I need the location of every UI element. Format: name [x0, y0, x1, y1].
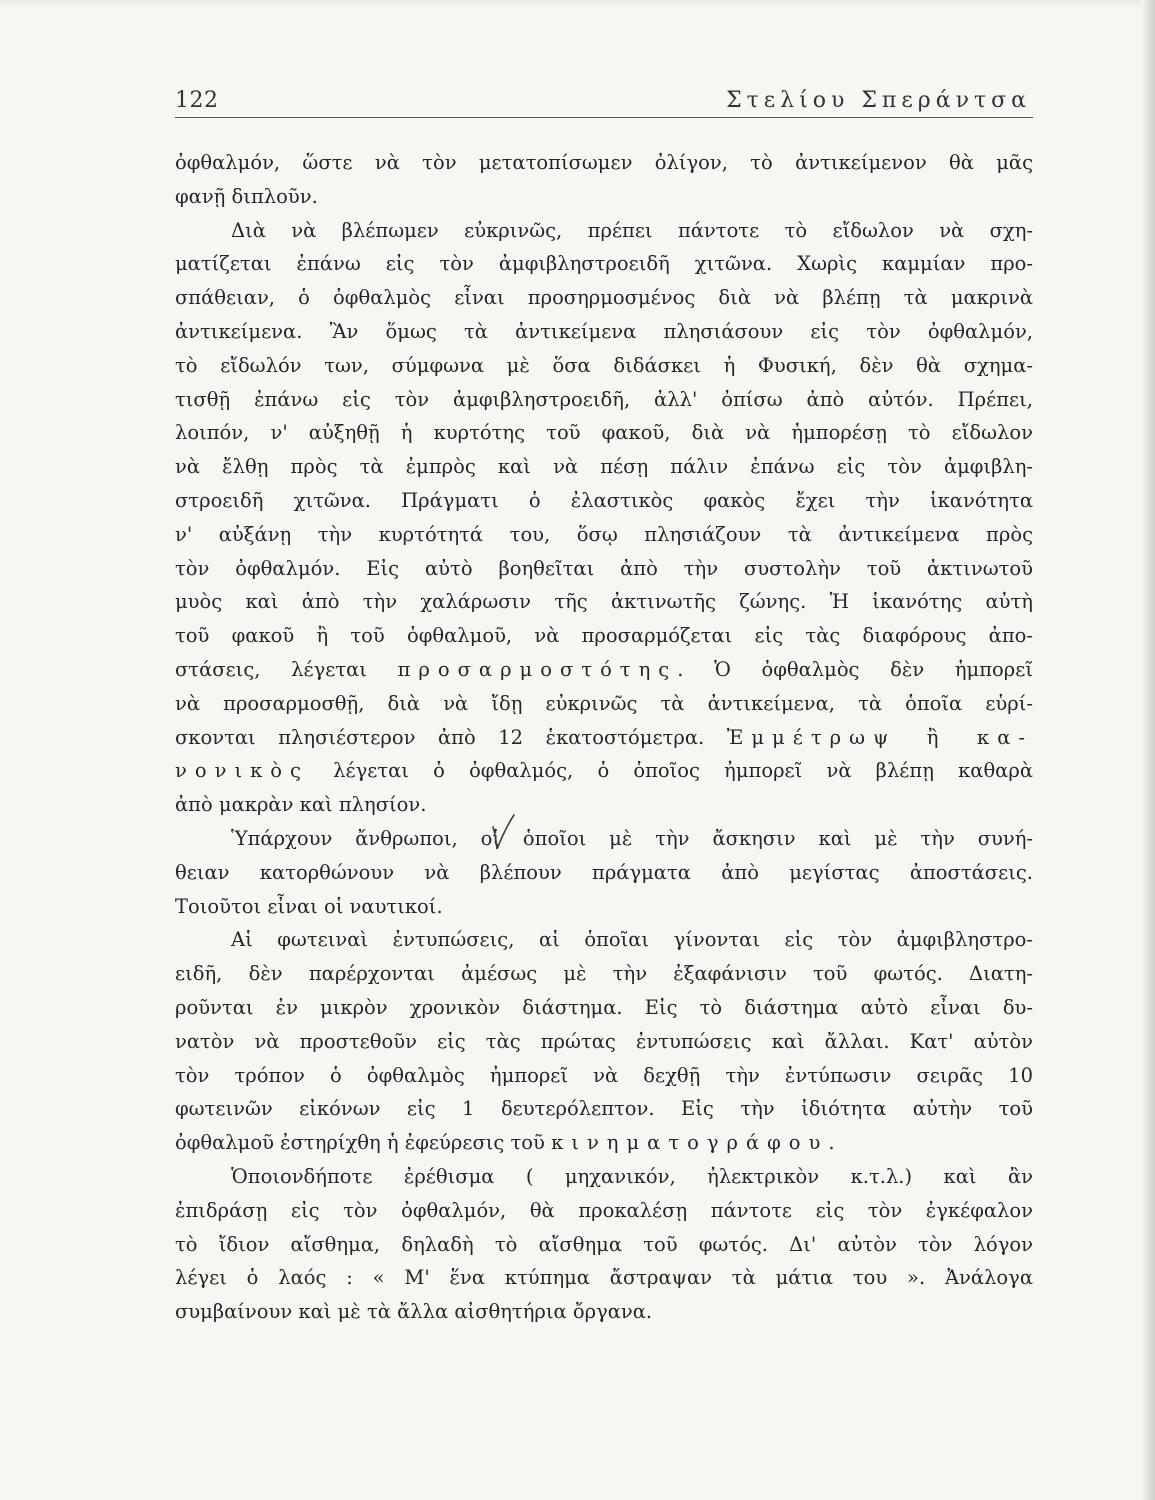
text-line: τισθῇ ἐπάνω εἰς τὸν ἀμφιβληστροειδῆ, ἀλλ' ὀπίσω ἀπὸ αὐτόν. Πρέπει, [175, 387, 1033, 411]
spaced-term: κινηματογράφου [551, 1131, 829, 1155]
text-line: θειαν κατορθώνουν νὰ βλέπουν πράγματα ἀπὸ μεγίστας ἀποστάσεις. [175, 860, 1033, 884]
text-line: τὸν τρόπον ὁ ὀφθαλμὸς ἠμπορεῖ νὰ δεχθῇ τὴν ἐντύπωσιν σειρᾶς 10 [175, 1063, 1033, 1087]
text-line: Ὑπάρχουν ἄνθρωποι, οἱ ὁποῖοι μὲ τὴν ἄσκησιν καὶ μὲ τὴν συνή- [231, 826, 1033, 850]
text-line [175, 721, 1033, 755]
text-line: λοιπόν, ν' αὐξηθῇ ἡ κυρτότης τοῦ φακοῦ, διὰ νὰ ἠμπορέσῃ τὸ εἴδωλον [175, 421, 1033, 445]
text-segment: σκονται πλησιέστερον ἀπὸ 12 ἑκατοστόμετρα. [175, 725, 727, 749]
text-line: ματίζεται ἐπάνω εἰς τὸν ἀμφιβληστροειδῆ χιτῶνα. Χωρὶς καμμίαν προ- [175, 252, 1033, 276]
text-line: τὸ ἴδιον αἴσθημα, δηλαδὴ τὸ αἴσθημα τοῦ φωτός. Δι' αὐτὸν τὸν λόγον [175, 1232, 1033, 1256]
text-line [175, 1126, 1033, 1160]
text-line: συμβαίνουν καὶ μὲ τὰ ἄλλα αἰσθητήρια ὄργανα. [175, 1300, 653, 1324]
text-line: φωτεινῶν εἰκόνων εἰς 1 δευτερόλεπτον. Εἰς τὴν ἰδιότητα αὐτὴν τοῦ [175, 1097, 1033, 1121]
page-header [175, 86, 1033, 122]
text-line: ὀφθαλμόν, ὥστε νὰ τὸν μετατοπίσωμεν ὀλίγον, τὸ ἀντικείμενον θὰ μᾶς [175, 151, 1033, 174]
body-text [175, 146, 1033, 1329]
text-line: νὰ προσαρμοσθῇ, διὰ νὰ ἴδῃ εὐκρινῶς τὰ ἀντικείμενα, τὰ ὁποῖα εὑρί- [175, 691, 1033, 715]
text-line: Τοιοῦτοι εἶναι οἱ ναυτικοί. [175, 894, 443, 918]
spaced-term: προσαρμοστότης [397, 657, 678, 681]
text-line: Αἱ φωτειναὶ ἐντυπώσεις, αἱ ὁποῖαι γίνονται εἰς τὸν ἀμφιβληστρο- [231, 928, 1033, 952]
spaced-term: Ἐμμέτρωψ ἢ κα- [726, 725, 1033, 749]
page-number: 122 [175, 88, 219, 113]
text-line: νατὸν νὰ προστεθοῦν εἰς τὰς πρώτας ἐντυπώσεις καὶ ἄλλαι. Κατ' αὐτὸν [175, 1029, 1033, 1053]
spaced-term: νονικὸς [175, 759, 309, 783]
text-line: λέγει ὁ λαός : « Μ' ἕνα κτύπημα ἄστραψαν τὰ μάτια του ». Ἀνάλογα [175, 1266, 1033, 1290]
text-line: στροειδῆ χιτῶνα. Πράγματι ὁ ἐλαστικὸς φακὸς ἔχει τὴν ἱκανότητα [175, 488, 1033, 512]
header-rule [175, 117, 1033, 118]
text-line: ἀπὸ μακρὰν καὶ πλησίον. [175, 793, 427, 817]
text-line [175, 653, 1033, 687]
running-title: Στελίου Σπεράντσα [726, 88, 1031, 113]
text-line: τὸν ὀφθαλμόν. Εἰς αὐτὸ βοηθεῖται ἀπὸ τὴν συστολὴν τοῦ ἀκτινωτοῦ [175, 556, 1033, 580]
text-line: τοῦ φακοῦ ἢ τοῦ ὀφθαλμοῦ, νὰ προσαρμόζεται εἰς τὰς διαφόρους ἀπο- [175, 624, 1033, 648]
text-line [175, 754, 1033, 788]
handwritten-checkmark [487, 813, 517, 853]
text-line: ἀντικείμενα. Ἂν ὅμως τὰ ἀντικείμενα πλησιάσουν εἰς τὸν ὀφθαλμόν, [175, 319, 1033, 343]
text-line: φανῇ διπλοῦν. [175, 184, 318, 208]
text-line: Διὰ νὰ βλέπωμεν εὐκρινῶς, πρέπει πάντοτε τὸ εἴδωλον νὰ σχη- [231, 218, 1033, 242]
text-segment: λέγεται ὁ ὀφθαλμός, ὁ ὁποῖος ἠμπορεῖ νὰ βλέπῃ καθαρὰ [308, 759, 1033, 783]
text-segment: ὀφθαλμοῦ ἐστηρίχθη ἡ ἐφεύρεσις τοῦ [175, 1131, 552, 1155]
text-segment: . Ὁ ὀφθαλμὸς δὲν ἠμπορεῖ [677, 657, 1033, 681]
text-line: ειδῆ, δὲν παρέρχονται ἀμέσως μὲ τὴν ἐξαφάνισιν τοῦ φωτός. Διατη- [175, 962, 1033, 986]
text-segment: στάσεις, λέγεται [175, 657, 398, 681]
text-segment: . [828, 1131, 835, 1155]
text-line: Ὁποιονδήποτε ἐρέθισμα ( μηχανικόν, ἠλεκτρικὸν κ.τ.λ.) καὶ ἂν [231, 1164, 1033, 1188]
text-line: τὸ εἴδωλόν των, σύμφωνα μὲ ὅσα διδάσκει ἡ Φυσική, δὲν θὰ σχημα- [175, 353, 1033, 377]
text-line: ροῦνται ἐν μικρὸν χρονικὸν διάστημα. Εἰς τὸ διάστημα αὐτὸ εἶναι δυ- [175, 995, 1033, 1019]
text-line: σπάθειαν, ὁ ὀφθαλμὸς εἶναι προσηρμοσμένος διὰ νὰ βλέπῃ τὰ μακρινὰ [175, 286, 1033, 310]
text-line: ν' αὐξάνῃ τὴν κυρτότητά του, ὅσῳ πλησιάζουν τὰ ἀντικείμενα πρὸς [175, 522, 1033, 546]
text-line: μυὸς καὶ ἀπὸ τὴν χαλάρωσιν τῆς ἀκτινωτῆς ζώνης. Ἡ ἱκανότης αὐτὴ [175, 590, 1033, 614]
page-edge-shadow [1141, 0, 1155, 1500]
text-line: ἐπιδράσῃ εἰς τὸν ὀφθαλμόν, θὰ προκαλέσῃ πάντοτε εἰς τὸν ἐγκέφαλον [175, 1198, 1033, 1222]
page-top-shade [0, 0, 1155, 10]
text-line: νὰ ἔλθῃ πρὸς τὰ ἐμπρὸς καὶ νὰ πέσῃ πάλιν ἐπάνω εἰς τὸν ἀμφιβλη- [175, 455, 1033, 479]
